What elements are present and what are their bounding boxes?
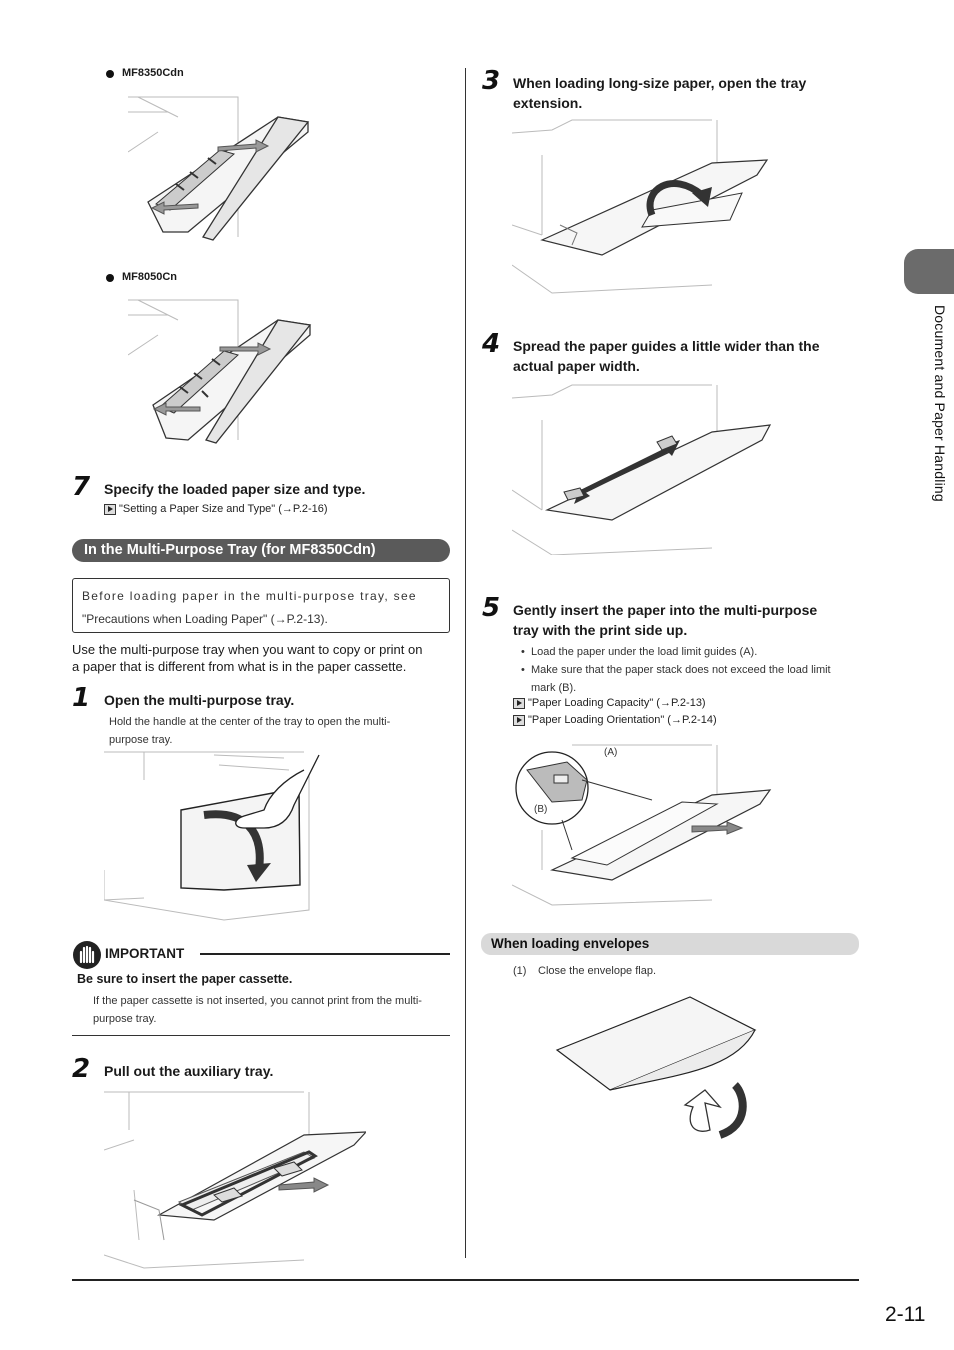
important-bottom-rule [72,1035,450,1036]
intro-paragraph: Use the multi-purpose tray when you want to copy or print on a paper that is different from what is in the paper cassette. [72,642,423,674]
model-label-mf8050cn: MF8050Cn [122,271,178,283]
column-divider [465,68,466,1258]
step-4-title: Spread the paper guides a little wider than the actual paper width. [513,338,820,374]
insert-paper-illustration [512,740,772,910]
arrow-right-icon [513,698,525,709]
envelopes-heading: When loading envelopes [481,933,859,955]
precaution-note-box [72,578,450,633]
bullet-icon [106,70,114,78]
auxiliary-tray-illustration [104,1090,366,1270]
envelope-illustration [555,995,760,1140]
step-2-title: Pull out the auxiliary tray. [104,1063,274,1079]
chapter-side-tab [904,249,954,294]
important-hand-icon [72,940,102,975]
chapter-side-title-wrap [928,305,948,550]
step-number-4: 4 [482,329,501,359]
important-rule [200,953,450,955]
chapter-side-title: Document and Paper Handling [932,305,948,502]
reference-link-paper-orientation[interactable]: "Paper Loading Orientation" (→P.2-14) [513,714,717,726]
important-label: IMPORTANT [105,946,185,961]
bullet-icon: • [521,646,525,658]
label-b: (B) [534,804,548,815]
list-item: • Load the paper under the load limit guides (A). [521,643,861,661]
important-heading: Be sure to insert the paper cassette. [77,972,293,986]
cassette-illustration-mf8050cn [128,295,318,445]
step-3-title: When loading long-size paper, open the tray extension. [513,75,807,111]
model-label-mf8350cdn: MF8350Cdn [122,67,184,79]
step-number-3: 3 [482,66,501,96]
label-a: (A) [604,747,618,758]
bullet-icon: • [521,664,525,676]
step-1-title: Open the multi-purpose tray. [104,692,295,708]
reference-link-paper-capacity[interactable]: "Paper Loading Capacity" (→P.2-13) [513,697,706,709]
step-1-description: Hold the handle at the center of the tray to open the multi- purpose tray. [109,716,391,746]
paper-guides-illustration [512,380,772,555]
bullet-icon [106,274,114,282]
step-number-2: 2 [72,1054,91,1084]
step-number-1: 1 [72,683,91,713]
arrow-right-icon [513,715,525,726]
open-tray-illustration [104,750,334,922]
page-number: 2-11 [885,1303,926,1326]
footer-rule [72,1279,859,1281]
reference-link-paper-size[interactable]: "Setting a Paper Size and Type" (→P.2-16) [104,503,328,515]
step-number-5: 5 [482,593,501,623]
list-item: • Make sure that the paper stack does not exceed the load limit mark (B). [521,661,861,697]
note-text-line1: Before loading paper in the multi-purpose tray, see [82,589,417,603]
important-text: If the paper cassette is not inserted, you cannot print from the multi- purpose tray. [93,995,422,1025]
envelope-step-text: Close the envelope flap. [538,965,657,977]
cassette-illustration-mf8350cdn [128,92,318,242]
note-text-line2: "Precautions when Loading Paper" (→P.2-13). [82,612,328,626]
tray-extension-illustration [512,115,772,295]
section-title-multipurpose-tray: In the Multi-Purpose Tray (for MF8350Cdn) [72,539,450,562]
arrow-right-icon [104,504,116,515]
step-number-7: 7 [72,472,91,502]
step-7-title: Specify the loaded paper size and type. [104,481,366,497]
envelope-step-number: (1) [513,965,527,977]
step-5-title: Gently insert the paper into the multi-purpose tray with the print side up. [513,602,818,638]
step-5-bullets [521,643,861,697]
